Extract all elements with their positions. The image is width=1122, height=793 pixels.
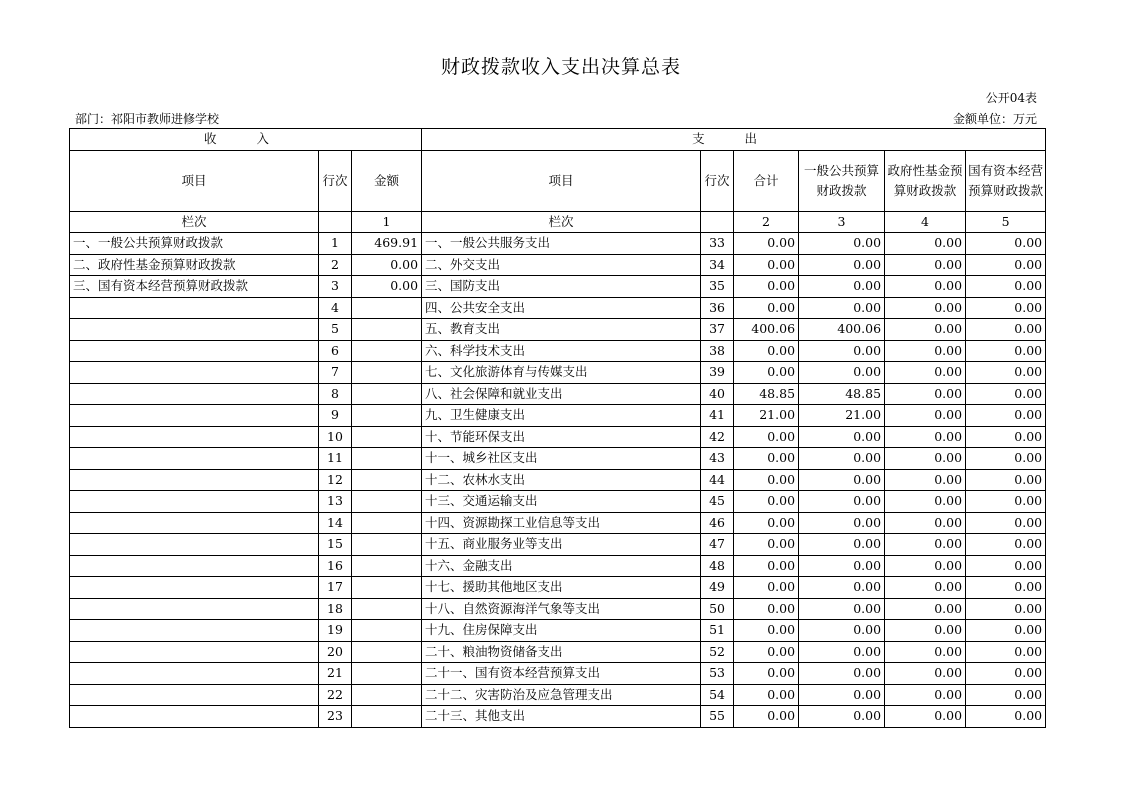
expense-general-cell: 48.85 — [799, 383, 885, 405]
expense-item-cell: 十九、住房保障支出 — [422, 620, 701, 642]
table-row — [70, 577, 1046, 599]
income-amount-column-number: 1 — [352, 211, 422, 233]
income-amount-cell — [352, 491, 422, 513]
expense-state-cell: 0.00 — [966, 491, 1046, 513]
expense-fund-cell: 0.00 — [885, 297, 966, 319]
expense-fund-cell: 0.00 — [885, 469, 966, 491]
expense-item-cell: 九、卫生健康支出 — [422, 405, 701, 427]
expense-general-cell: 0.00 — [799, 555, 885, 577]
expense-fund-cell: 0.00 — [885, 641, 966, 663]
expense-row-number: 47 — [701, 534, 734, 556]
expense-row-number: 53 — [701, 663, 734, 685]
expense-general-cell: 0.00 — [799, 469, 885, 491]
income-amount-cell — [352, 426, 422, 448]
income-item-cell — [70, 362, 319, 384]
expense-general-cell: 0.00 — [799, 297, 885, 319]
income-amount-cell: 0.00 — [352, 254, 422, 276]
income-row-number: 1 — [319, 233, 352, 255]
expense-total-header: 合计 — [734, 150, 799, 211]
income-row-number: 20 — [319, 641, 352, 663]
expense-column-label: 栏次 — [422, 211, 701, 233]
expense-state-cell: 0.00 — [966, 297, 1046, 319]
expense-row-header: 行次 — [701, 150, 734, 211]
expense-fund-cell: 0.00 — [885, 426, 966, 448]
expense-item-cell: 三、国防支出 — [422, 276, 701, 298]
expense-row-number: 44 — [701, 469, 734, 491]
expense-item-cell: 十八、自然资源海洋气象等支出 — [422, 598, 701, 620]
table-row — [70, 362, 1046, 384]
expense-general-cell: 0.00 — [799, 577, 885, 599]
income-amount-cell — [352, 362, 422, 384]
income-item-cell — [70, 663, 319, 685]
table-row — [70, 233, 1046, 255]
budget-table — [69, 128, 1046, 728]
expense-row-number: 34 — [701, 254, 734, 276]
expense-total-cell: 0.00 — [734, 598, 799, 620]
expense-state-cell: 0.00 — [966, 362, 1046, 384]
expense-fund-cell: 0.00 — [885, 319, 966, 341]
income-item-cell — [70, 383, 319, 405]
expense-row-number: 49 — [701, 577, 734, 599]
income-amount-cell — [352, 340, 422, 362]
expense-state-cell: 0.00 — [966, 319, 1046, 341]
income-amount-cell — [352, 598, 422, 620]
expense-fund-cell: 0.00 — [885, 706, 966, 728]
income-amount-cell — [352, 448, 422, 470]
income-amount-cell — [352, 684, 422, 706]
expense-row-number: 40 — [701, 383, 734, 405]
expense-total-cell: 0.00 — [734, 663, 799, 685]
income-row-number: 18 — [319, 598, 352, 620]
expense-item-cell: 二十三、其他支出 — [422, 706, 701, 728]
income-item-cell — [70, 297, 319, 319]
income-item-cell — [70, 555, 319, 577]
income-row-number: 22 — [319, 684, 352, 706]
table-row — [70, 405, 1046, 427]
income-item-cell — [70, 706, 319, 728]
income-amount-cell — [352, 577, 422, 599]
expense-total-cell: 0.00 — [734, 233, 799, 255]
income-amount-cell — [352, 512, 422, 534]
income-amount-cell — [352, 469, 422, 491]
expense-state-cell: 0.00 — [966, 534, 1046, 556]
expense-fund-cell: 0.00 — [885, 340, 966, 362]
expense-general-cell: 0.00 — [799, 684, 885, 706]
income-item-cell: 一、一般公共预算财政拨款 — [70, 233, 319, 255]
expense-fund-header: 政府性基金预算财政拨款 — [885, 150, 966, 211]
table-row — [70, 383, 1046, 405]
expense-state-cell: 0.00 — [966, 383, 1046, 405]
income-item-cell — [70, 598, 319, 620]
expense-total-cell: 0.00 — [734, 276, 799, 298]
expense-fund-cell: 0.00 — [885, 233, 966, 255]
table-row — [70, 469, 1046, 491]
income-row-number: 4 — [319, 297, 352, 319]
income-item-cell — [70, 620, 319, 642]
expense-state-cell: 0.00 — [966, 512, 1046, 534]
expense-fund-cell: 0.00 — [885, 405, 966, 427]
income-item-cell — [70, 469, 319, 491]
expense-total-cell: 400.06 — [734, 319, 799, 341]
income-item-cell — [70, 641, 319, 663]
expense-state-cell: 0.00 — [966, 469, 1046, 491]
expense-general-cell: 0.00 — [799, 512, 885, 534]
expense-fund-cell: 0.00 — [885, 534, 966, 556]
income-item-cell — [70, 426, 319, 448]
expense-row-number: 51 — [701, 620, 734, 642]
table-row — [70, 512, 1046, 534]
expense-state-cell: 0.00 — [966, 254, 1046, 276]
form-number: 公开04表 — [985, 91, 1037, 105]
expense-fund-cell: 0.00 — [885, 448, 966, 470]
expense-fund-cell: 0.00 — [885, 276, 966, 298]
expense-fund-cell: 0.00 — [885, 491, 966, 513]
expense-row-number: 52 — [701, 641, 734, 663]
income-item-cell — [70, 405, 319, 427]
table-row — [70, 706, 1046, 728]
expense-general-cell: 0.00 — [799, 254, 885, 276]
income-item-cell — [70, 491, 319, 513]
expense-fund-cell: 0.00 — [885, 598, 966, 620]
expense-fund-cell: 0.00 — [885, 620, 966, 642]
expense-total-cell: 0.00 — [734, 362, 799, 384]
expense-item-cell: 二十、粮油物资储备支出 — [422, 641, 701, 663]
income-item-cell — [70, 319, 319, 341]
income-row-number: 2 — [319, 254, 352, 276]
table-row — [70, 340, 1046, 362]
column-number-4: 4 — [885, 211, 966, 233]
expense-general-cell: 0.00 — [799, 362, 885, 384]
expense-general-cell: 0.00 — [799, 233, 885, 255]
income-row-number: 13 — [319, 491, 352, 513]
income-amount-cell — [352, 706, 422, 728]
expense-general-cell: 0.00 — [799, 706, 885, 728]
expense-total-cell: 0.00 — [734, 448, 799, 470]
income-amount-cell — [352, 620, 422, 642]
expense-general-cell: 0.00 — [799, 491, 885, 513]
expense-section-header: 支 出 — [422, 129, 1046, 151]
expense-total-cell: 0.00 — [734, 641, 799, 663]
expense-total-cell: 0.00 — [734, 555, 799, 577]
expense-general-cell: 400.06 — [799, 319, 885, 341]
expense-row-number: 43 — [701, 448, 734, 470]
expense-item-cell: 二、外交支出 — [422, 254, 701, 276]
expense-state-cell: 0.00 — [966, 555, 1046, 577]
table-row — [70, 254, 1046, 276]
expense-general-cell: 0.00 — [799, 598, 885, 620]
table-row — [70, 448, 1046, 470]
expense-fund-cell: 0.00 — [885, 383, 966, 405]
column-number-5: 5 — [966, 211, 1046, 233]
expense-state-cell: 0.00 — [966, 276, 1046, 298]
expense-item-cell: 八、社会保障和就业支出 — [422, 383, 701, 405]
expense-row-number: 54 — [701, 684, 734, 706]
expense-item-cell: 十六、金融支出 — [422, 555, 701, 577]
expense-general-cell: 0.00 — [799, 276, 885, 298]
expense-state-cell: 0.00 — [966, 620, 1046, 642]
expense-row-number: 36 — [701, 297, 734, 319]
expense-total-cell: 0.00 — [734, 684, 799, 706]
expense-item-cell: 四、公共安全支出 — [422, 297, 701, 319]
expense-row-number: 42 — [701, 426, 734, 448]
expense-item-cell: 十三、交通运输支出 — [422, 491, 701, 513]
expense-fund-cell: 0.00 — [885, 555, 966, 577]
income-row-header: 行次 — [319, 150, 352, 211]
expense-state-cell: 0.00 — [966, 426, 1046, 448]
department-label: 部门：祁阳市教师进修学校 — [75, 112, 220, 126]
expense-total-cell: 0.00 — [734, 491, 799, 513]
income-column-label: 栏次 — [70, 211, 319, 233]
table-row — [70, 426, 1046, 448]
income-row-number: 23 — [319, 706, 352, 728]
expense-general-header: 一般公共预算财政拨款 — [799, 150, 885, 211]
table-row — [70, 663, 1046, 685]
expense-state-cell: 0.00 — [966, 684, 1046, 706]
income-row-number: 9 — [319, 405, 352, 427]
expense-row-number: 39 — [701, 362, 734, 384]
expense-row-number: 33 — [701, 233, 734, 255]
table-row — [70, 620, 1046, 642]
table-row — [70, 297, 1046, 319]
expense-item-cell: 七、文化旅游体育与传媒支出 — [422, 362, 701, 384]
table-row — [70, 491, 1046, 513]
expense-total-cell: 0.00 — [734, 534, 799, 556]
expense-total-cell: 0.00 — [734, 426, 799, 448]
expense-general-cell: 0.00 — [799, 534, 885, 556]
expense-row-number: 35 — [701, 276, 734, 298]
income-item-cell: 三、国有资本经营预算财政拨款 — [70, 276, 319, 298]
income-row-number: 21 — [319, 663, 352, 685]
expense-row-number: 50 — [701, 598, 734, 620]
expense-general-cell: 0.00 — [799, 620, 885, 642]
expense-fund-cell: 0.00 — [885, 254, 966, 276]
expense-state-cell: 0.00 — [966, 663, 1046, 685]
income-row-number: 19 — [319, 620, 352, 642]
income-amount-cell — [352, 319, 422, 341]
expense-state-cell: 0.00 — [966, 448, 1046, 470]
income-row-number: 17 — [319, 577, 352, 599]
expense-state-cell: 0.00 — [966, 598, 1046, 620]
table-row — [70, 641, 1046, 663]
expense-state-cell: 0.00 — [966, 577, 1046, 599]
expense-total-cell: 0.00 — [734, 340, 799, 362]
income-row-number: 11 — [319, 448, 352, 470]
income-section-header: 收 入 — [70, 129, 422, 151]
expense-item-cell: 五、教育支出 — [422, 319, 701, 341]
expense-item-cell: 十二、农林水支出 — [422, 469, 701, 491]
income-row-number: 6 — [319, 340, 352, 362]
expense-fund-cell: 0.00 — [885, 577, 966, 599]
income-amount-cell: 0.00 — [352, 276, 422, 298]
expense-item-cell: 二十二、灾害防治及应急管理支出 — [422, 684, 701, 706]
expense-item-cell: 一、一般公共服务支出 — [422, 233, 701, 255]
table-row — [70, 555, 1046, 577]
income-amount-cell — [352, 555, 422, 577]
expense-general-cell: 0.00 — [799, 641, 885, 663]
income-row-number: 7 — [319, 362, 352, 384]
expense-item-cell: 六、科学技术支出 — [422, 340, 701, 362]
expense-state-cell: 0.00 — [966, 405, 1046, 427]
expense-total-cell: 0.00 — [734, 254, 799, 276]
income-amount-cell — [352, 297, 422, 319]
expense-item-cell: 十七、援助其他地区支出 — [422, 577, 701, 599]
income-row-number: 14 — [319, 512, 352, 534]
expense-total-cell: 0.00 — [734, 577, 799, 599]
expense-state-header: 国有资本经营预算财政拨款 — [966, 150, 1046, 211]
income-item-header: 项目 — [70, 150, 319, 211]
expense-fund-cell: 0.00 — [885, 512, 966, 534]
expense-total-cell: 0.00 — [734, 469, 799, 491]
expense-item-header: 项目 — [422, 150, 701, 211]
page-title: 财政拨款收入支出决算总表 — [440, 56, 681, 78]
amount-unit-label: 金额单位：万元 — [952, 112, 1037, 126]
income-item-cell: 二、政府性基金预算财政拨款 — [70, 254, 319, 276]
column-number-2: 2 — [734, 211, 799, 233]
income-item-cell — [70, 577, 319, 599]
income-item-cell — [70, 448, 319, 470]
income-amount-cell — [352, 641, 422, 663]
expense-total-cell: 0.00 — [734, 620, 799, 642]
income-row-number: 12 — [319, 469, 352, 491]
expense-state-cell: 0.00 — [966, 641, 1046, 663]
table-row — [70, 598, 1046, 620]
expense-item-cell: 十、节能环保支出 — [422, 426, 701, 448]
expense-fund-cell: 0.00 — [885, 362, 966, 384]
expense-state-cell: 0.00 — [966, 340, 1046, 362]
income-row-number: 5 — [319, 319, 352, 341]
expense-item-cell: 二十一、国有资本经营预算支出 — [422, 663, 701, 685]
expense-item-cell: 十五、商业服务业等支出 — [422, 534, 701, 556]
income-row-number: 3 — [319, 276, 352, 298]
table-row — [70, 319, 1046, 341]
expense-fund-cell: 0.00 — [885, 684, 966, 706]
table-row — [70, 684, 1046, 706]
expense-item-cell: 十一、城乡社区支出 — [422, 448, 701, 470]
income-item-cell — [70, 340, 319, 362]
income-item-cell — [70, 534, 319, 556]
expense-fund-cell: 0.00 — [885, 663, 966, 685]
expense-row-number: 41 — [701, 405, 734, 427]
expense-row-number: 37 — [701, 319, 734, 341]
income-row-number: 10 — [319, 426, 352, 448]
expense-general-cell: 0.00 — [799, 663, 885, 685]
income-item-cell — [70, 512, 319, 534]
expense-general-cell: 21.00 — [799, 405, 885, 427]
expense-row-number: 48 — [701, 555, 734, 577]
expense-total-cell: 0.00 — [734, 512, 799, 534]
income-amount-cell — [352, 663, 422, 685]
expense-total-cell: 48.85 — [734, 383, 799, 405]
income-amount-cell — [352, 534, 422, 556]
expense-state-cell: 0.00 — [966, 233, 1046, 255]
expense-general-cell: 0.00 — [799, 340, 885, 362]
expense-row-number: 55 — [701, 706, 734, 728]
income-row-number: 16 — [319, 555, 352, 577]
income-amount-cell — [352, 383, 422, 405]
expense-row-number: 45 — [701, 491, 734, 513]
income-row-number: 8 — [319, 383, 352, 405]
expense-total-cell: 21.00 — [734, 405, 799, 427]
expense-total-cell: 0.00 — [734, 706, 799, 728]
income-amount-header: 金额 — [352, 150, 422, 211]
expense-row-number: 38 — [701, 340, 734, 362]
income-item-cell — [70, 684, 319, 706]
income-amount-cell — [352, 405, 422, 427]
expense-general-cell: 0.00 — [799, 426, 885, 448]
income-row-number: 15 — [319, 534, 352, 556]
expense-total-cell: 0.00 — [734, 297, 799, 319]
expense-item-cell: 十四、资源勘探工业信息等支出 — [422, 512, 701, 534]
column-number-3: 3 — [799, 211, 885, 233]
expense-row-number: 46 — [701, 512, 734, 534]
income-amount-cell: 469.91 — [352, 233, 422, 255]
expense-state-cell: 0.00 — [966, 706, 1046, 728]
table-row — [70, 534, 1046, 556]
table-row — [70, 276, 1046, 298]
expense-general-cell: 0.00 — [799, 448, 885, 470]
